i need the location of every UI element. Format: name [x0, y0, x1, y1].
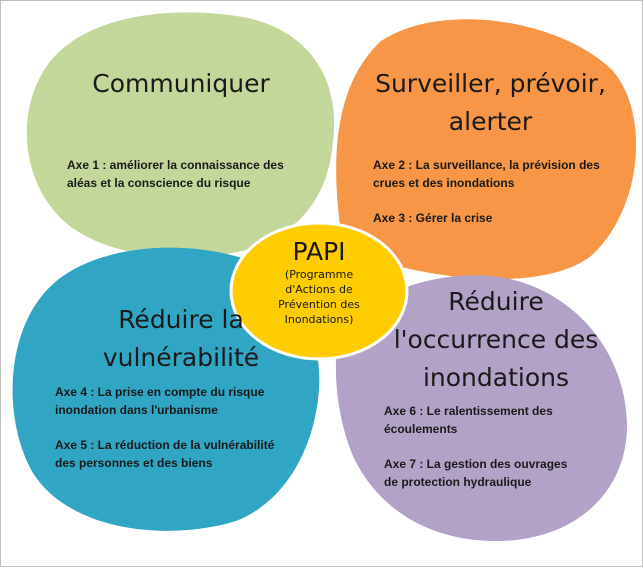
communiquer-title-line: Communiquer	[92, 69, 270, 98]
surveiller-axes	[373, 156, 638, 227]
axe-6-line-1: Axe 6 : Le ralentissement des	[384, 404, 553, 418]
surveiller-title-line-1: Surveiller, prévoir,	[375, 69, 606, 98]
reduire-occurrence-axes	[384, 402, 614, 491]
communiquer-title	[61, 65, 301, 103]
surveiller-title	[353, 65, 628, 141]
papi-subtitle-line-2: d'Actions de	[285, 283, 353, 296]
communiquer-axes	[67, 156, 337, 192]
axe-2-line-1: Axe 2 : La surveillance, la prévision des	[373, 158, 600, 172]
surveiller-title-line-2: alerter	[448, 107, 533, 136]
reduire-vulnerabilite-title-line-2: vulnérabilité	[102, 343, 260, 372]
reduire-vulnerabilite-title-line-1: Réduire la	[118, 305, 244, 334]
papi-subtitle-line-1: (Programme	[284, 268, 354, 281]
axe-1-line-1: Axe 1 : améliorer la connaissance des	[67, 158, 284, 172]
axe-5-line-2: des personnes et des biens	[55, 456, 213, 470]
axe-3-line-1: Axe 3 : Gérer la crise	[373, 211, 493, 225]
papi-title: PAPI	[292, 237, 346, 266]
reduire-occurrence-title-line-2: l'occurrence des	[393, 325, 599, 354]
axe-7-line-1: Axe 7 : La gestion des ouvrages	[384, 457, 568, 471]
reduire-vulnerabilite-axes	[55, 383, 325, 472]
papi-center-text	[249, 237, 389, 327]
papi-subtitle-line-4: Inondations)	[284, 313, 354, 326]
axe-2-line-2: crues et des inondations	[373, 176, 515, 190]
reduire-occurrence-title	[376, 283, 616, 397]
papi-subtitle	[249, 267, 389, 327]
axe-6-line-2: écoulements	[384, 422, 458, 436]
petal-communiquer	[27, 12, 334, 257]
axe-5-line-1: Axe 5 : La réduction de la vulnérabilité	[55, 438, 275, 452]
reduire-occurrence-title-line-1: Réduire	[448, 287, 544, 316]
axe-4-line-1: Axe 4 : La prise en compte du risque	[55, 385, 265, 399]
axe-1-line-2: aléas et la conscience du risque	[67, 176, 251, 190]
axe-4-line-2: inondation dans l'urbanisme	[55, 403, 218, 417]
reduire-occurrence-title-line-3: inondations	[422, 363, 570, 392]
papi-subtitle-line-3: Prévention des	[278, 298, 360, 311]
axe-7-line-2: de protection hydraulique	[384, 475, 532, 489]
